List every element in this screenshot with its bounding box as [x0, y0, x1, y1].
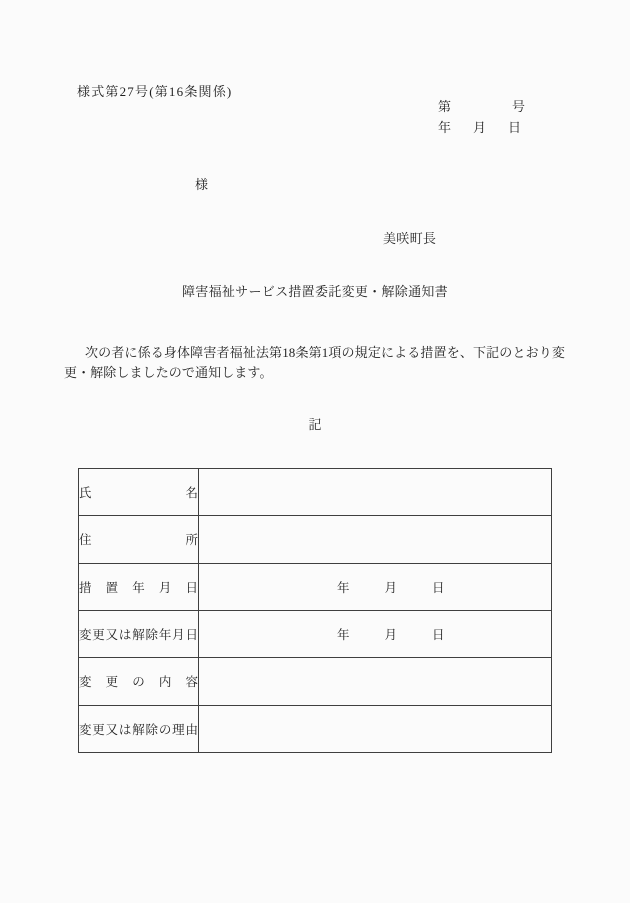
table-row-change-reason	[79, 705, 552, 752]
notification-table	[78, 468, 552, 753]
ki-marker: 記	[308, 417, 322, 432]
row-value-address	[199, 516, 552, 563]
row-value-change-date	[199, 610, 552, 657]
row-label-change-date: 変更又は解除年月日	[79, 610, 199, 657]
measure-date-placeholders	[337, 578, 445, 596]
change-date-placeholders	[337, 625, 445, 643]
addressee-honorific: 様	[195, 177, 209, 192]
table-row-change-date	[79, 610, 552, 657]
change-date-month-label: 月	[384, 628, 398, 643]
date-day-label: 日	[507, 120, 521, 135]
row-value-measure-date	[199, 563, 552, 610]
row-label-measure-date: 措置年月日	[79, 563, 199, 610]
measure-date-month-label: 月	[384, 580, 398, 595]
table-row-name	[79, 469, 552, 516]
row-label-address: 住所	[79, 516, 199, 563]
table-row-address	[79, 516, 552, 563]
date-month-label: 月	[472, 120, 486, 135]
row-value-name	[199, 469, 552, 516]
date-year-label: 年	[438, 120, 452, 135]
measure-date-year-label: 年	[337, 580, 350, 595]
change-date-year-label: 年	[337, 628, 350, 643]
form-number: 様式第27号(第16条関係)	[77, 84, 233, 99]
document-number-line	[438, 96, 525, 115]
row-label-name: 氏名	[79, 469, 199, 516]
doc-number-suffix: 号	[511, 99, 525, 114]
row-value-change-content	[199, 658, 552, 705]
row-label-change-reason: 変更又は解除の理由	[79, 705, 199, 752]
issue-date-line	[438, 117, 521, 136]
document-title: 障害福祉サービス措置委託変更・解除通知書	[181, 284, 448, 299]
row-value-change-reason	[199, 705, 552, 752]
table-row-change-content	[79, 658, 552, 705]
body-paragraph: 次の者に係る身体障害者福祉法第18条第1項の規定による措置を、下記のとおり変更・解除しましたので通知します。	[64, 345, 565, 380]
row-label-change-content: 変更の内容	[79, 658, 199, 705]
table-row-measure-date	[79, 563, 552, 610]
doc-number-prefix: 第	[438, 99, 452, 114]
measure-date-day-label: 日	[432, 580, 445, 595]
sender-name: 美咲町長	[383, 231, 437, 246]
change-date-day-label: 日	[432, 628, 445, 643]
